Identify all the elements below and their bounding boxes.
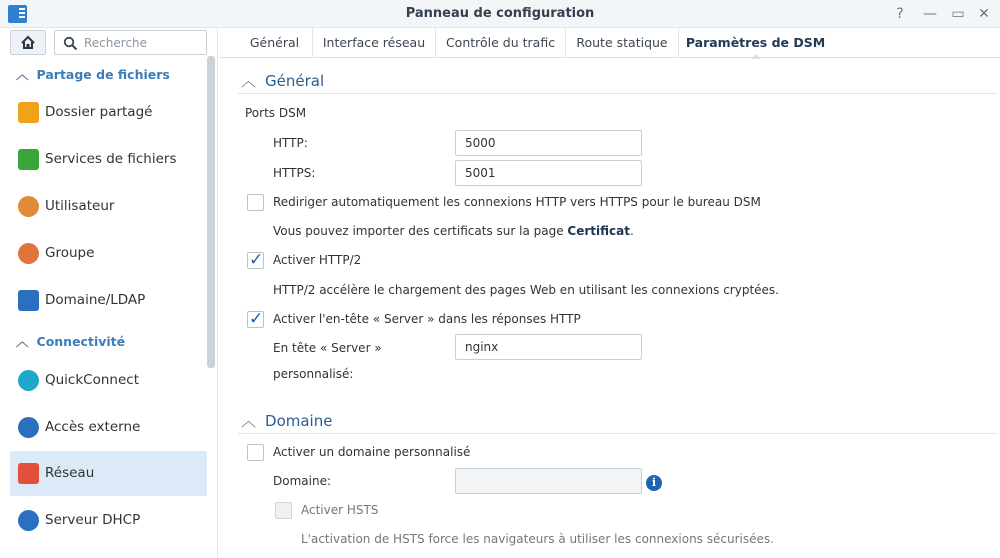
domain-ldap-icon (18, 290, 39, 311)
search-placeholder: Recherche (84, 36, 148, 50)
sidebar-item-quickconnect[interactable]: QuickConnect (10, 358, 207, 403)
chevron-up-icon: ︿ (241, 72, 257, 90)
sidebar (0, 28, 218, 558)
tab-bar (219, 28, 1000, 58)
custom-server-label-line2: personnalisé: (273, 367, 354, 381)
sidebar-item-network[interactable]: Réseau (10, 451, 207, 496)
window-title: Panneau de configuration (405, 6, 595, 21)
shared-folder-icon (18, 102, 39, 123)
ports-label: Ports DSM (245, 106, 307, 120)
sidebar-item-file-services[interactable]: Services de fichiers (10, 137, 207, 182)
redirect-https-checkbox[interactable] (247, 194, 264, 211)
checkmark-icon: ✓ (249, 250, 264, 270)
domain-input[interactable] (455, 468, 642, 494)
tab-network-interface[interactable]: Interface réseau (312, 28, 435, 58)
redirect-https-label[interactable]: Rediriger automatiquement les connexions HTTP vers HTTPS pour le bureau DSM (273, 195, 761, 209)
sidebar-item-external-access[interactable]: Accès externe (10, 405, 207, 450)
search-icon (63, 36, 78, 51)
globe-icon (18, 417, 39, 438)
checkmark-icon: ✓ (249, 309, 264, 329)
section-connectivity[interactable]: ︿ Connectivité (16, 334, 126, 349)
sidebar-item-user[interactable]: Utilisateur (10, 184, 207, 229)
section-domain-header[interactable]: ︿ Domaine (241, 412, 333, 430)
network-home-icon (18, 463, 39, 484)
chevron-up-icon: ︿ (16, 67, 29, 82)
section-general-header[interactable]: ︿ Général (241, 72, 325, 90)
divider (239, 433, 997, 434)
home-icon (11, 31, 45, 54)
chevron-up-icon: ︿ (241, 412, 257, 430)
server-header-checkbox[interactable] (247, 311, 264, 328)
sidebar-item-dhcp-server[interactable]: Serveur DHCP (10, 498, 207, 543)
search-box[interactable] (54, 30, 207, 55)
chevron-up-icon: ︿ (16, 334, 29, 349)
home-button[interactable] (10, 30, 46, 55)
dhcp-icon (18, 510, 39, 531)
tab-static-route[interactable]: Route statique (565, 28, 678, 58)
quickconnect-icon (18, 370, 39, 391)
section-file-sharing[interactable]: ︿ Partage de fichiers (16, 67, 170, 82)
sidebar-scrollbar[interactable] (207, 56, 215, 368)
domain-label: Domaine: (273, 474, 331, 488)
custom-server-input[interactable]: nginx (455, 334, 642, 360)
http2-description: HTTP/2 accélère le chargement des pages Web en utilisant les connexions cryptées. (273, 283, 779, 297)
maximize-icon[interactable]: ▭ (951, 6, 965, 22)
group-icon (18, 243, 39, 264)
info-icon[interactable]: i (646, 475, 662, 491)
sidebar-item-domain-ldap[interactable]: Domaine/LDAP (10, 278, 207, 323)
tab-general[interactable]: Général (249, 35, 300, 50)
certificate-hint: Vous pouvez importer des certificats sur la page Certificat. (273, 224, 634, 238)
certificate-link[interactable]: Certificat (567, 224, 630, 238)
user-icon (18, 196, 39, 217)
custom-domain-label[interactable]: Activer un domaine personnalisé (273, 445, 471, 459)
close-icon[interactable]: ✕ (978, 6, 990, 22)
help-icon[interactable]: ? (896, 6, 904, 22)
sidebar-item-shared-folder[interactable]: Dossier partagé (10, 90, 207, 135)
enable-http2-checkbox[interactable] (247, 252, 264, 269)
https-port-label: HTTPS: (273, 166, 316, 180)
divider (239, 93, 997, 94)
title-bar (0, 0, 1000, 28)
file-services-icon (18, 149, 39, 170)
http-port-label: HTTP: (273, 136, 308, 150)
main-panel (219, 28, 1000, 558)
hsts-checkbox[interactable] (275, 502, 292, 519)
sidebar-item-group[interactable]: Groupe (10, 231, 207, 276)
enable-http2-label[interactable]: Activer HTTP/2 (273, 253, 362, 267)
hsts-description: L'activation de HSTS force les navigateurs à utiliser les connexions sécurisées. (301, 532, 774, 546)
http-port-input[interactable]: 5000 (455, 130, 642, 156)
https-port-input[interactable]: 5001 (455, 160, 642, 186)
custom-server-label-line1: En tête « Server » (273, 341, 382, 355)
server-header-label[interactable]: Activer l'en-tête « Server » dans les réponses HTTP (273, 312, 581, 326)
tab-traffic-control[interactable]: Contrôle du trafic (435, 28, 565, 58)
tab-dsm-settings[interactable]: Paramètres de DSM (678, 28, 832, 58)
hsts-label[interactable]: Activer HSTS (301, 503, 379, 517)
minimize-icon[interactable]: — (923, 6, 937, 22)
custom-domain-checkbox[interactable] (247, 444, 264, 461)
